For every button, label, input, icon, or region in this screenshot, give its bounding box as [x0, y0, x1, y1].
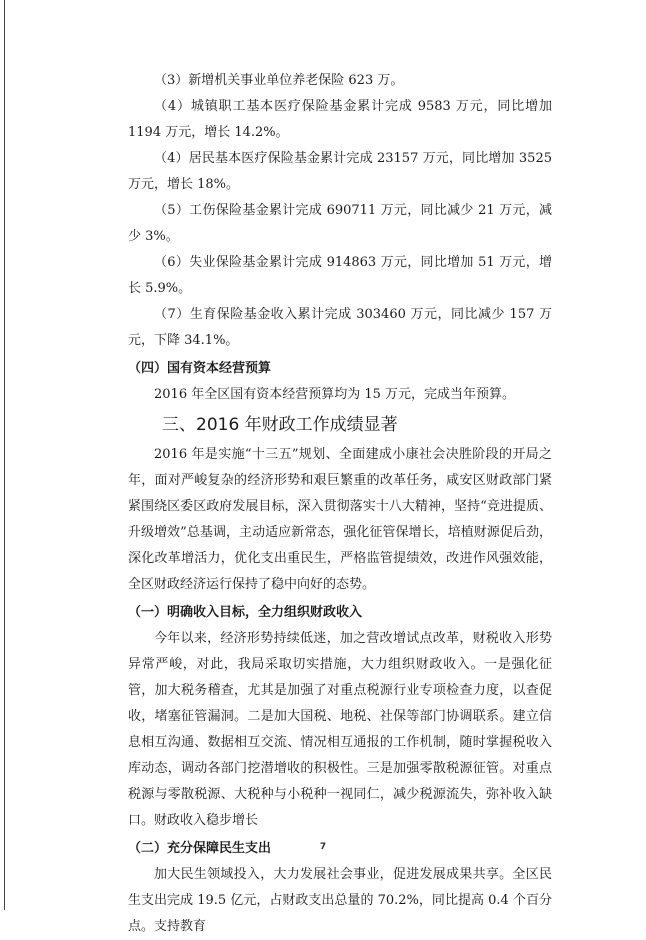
list-item: （4）居民基本医疗保险基金累计完成 23157 万元，同比增加 3525 万元，增长 18%。	[128, 151, 552, 192]
page-border-line	[4, 0, 5, 910]
list-item: （7）生育保险基金收入累计完成 303460 万元，同比减少 157 万元，下降 34.1%。	[128, 307, 552, 348]
subsection-heading-livelihood: （二）充分保障民生支出	[128, 841, 272, 856]
subsection-heading-revenue: （一）明确收入目标，全力组织财政收入	[128, 605, 363, 620]
chapter-intro: 2016 年是实施“十三五”规划、全面建成小康社会决胜阶段的开局之年，面对严峻复杂的经济形势和艰巨繁重的改革任务，咸安区财政部门紧紧围绕区委区政府发展目标，深入贯彻落实十八大精神，坚持“竞进提质、升级增效”总基调，主动适应新常态，强化征管保增长，培植财源促后劲，深化改革增活力，优化支出重民生，严格监管提绩效，改进作风强效能，全区财政经济运行保持了稳中向好的态势。	[128, 447, 552, 592]
section-body-state-capital: 2016 年全区国有资本经营预算均为 15 万元，完成当年预算。	[154, 387, 516, 402]
list-item: （3）新增机关事业单位养老保险 623 万。	[154, 73, 404, 88]
chapter-heading: 三、2016 年财政工作成绩显著	[162, 415, 398, 435]
section-heading-state-capital: （四）国有资本经营预算	[128, 361, 272, 376]
subsection-body-livelihood: 加大民生领域投入，大力发展社会事业，促进发展成果共享。全区民生支出完成 19.5 亿元，占财政支出总量的 70.2%，同比提高 0.4 个百分点。支持教育	[128, 867, 552, 934]
list-item: （5）工伤保险基金累计完成 690711 万元，同比减少 21 万元，减少 3%。	[128, 203, 552, 244]
list-item: （6）失业保险基金累计完成 914863 万元，同比增加 51 万元，增长 5.9%。	[128, 255, 552, 296]
document-page	[128, 68, 552, 940]
subsection-body-revenue: 今年以来，经济形势持续低迷，加之营改增试点改革，财税收入形势异常严峻，对此，我局采取切实措施，大力组织财政收入。一是强化征管，加大税务稽查，尤其是加强了对重点税源行业专项检查力度，以查促收，堵塞征管漏洞。二是加大国税、地税、社保等部门协调联系。建立信息相互沟通、数据相互交流、情况相互通报的工作机制，随时掌握税收入库动态，调动各部门挖潜增收的积极性。三是加强零散税源征管。对重点税源与零散税源、大税种与小税种一视同仁，减少税源流失，弥补收入缺口。财政收入稳步增长	[128, 631, 552, 828]
page-number: 7	[319, 842, 327, 852]
list-item: （4）城镇职工基本医疗保险基金累计完成 9583 万元，同比增加 1194 万元，增长 14.2%。	[128, 99, 552, 140]
